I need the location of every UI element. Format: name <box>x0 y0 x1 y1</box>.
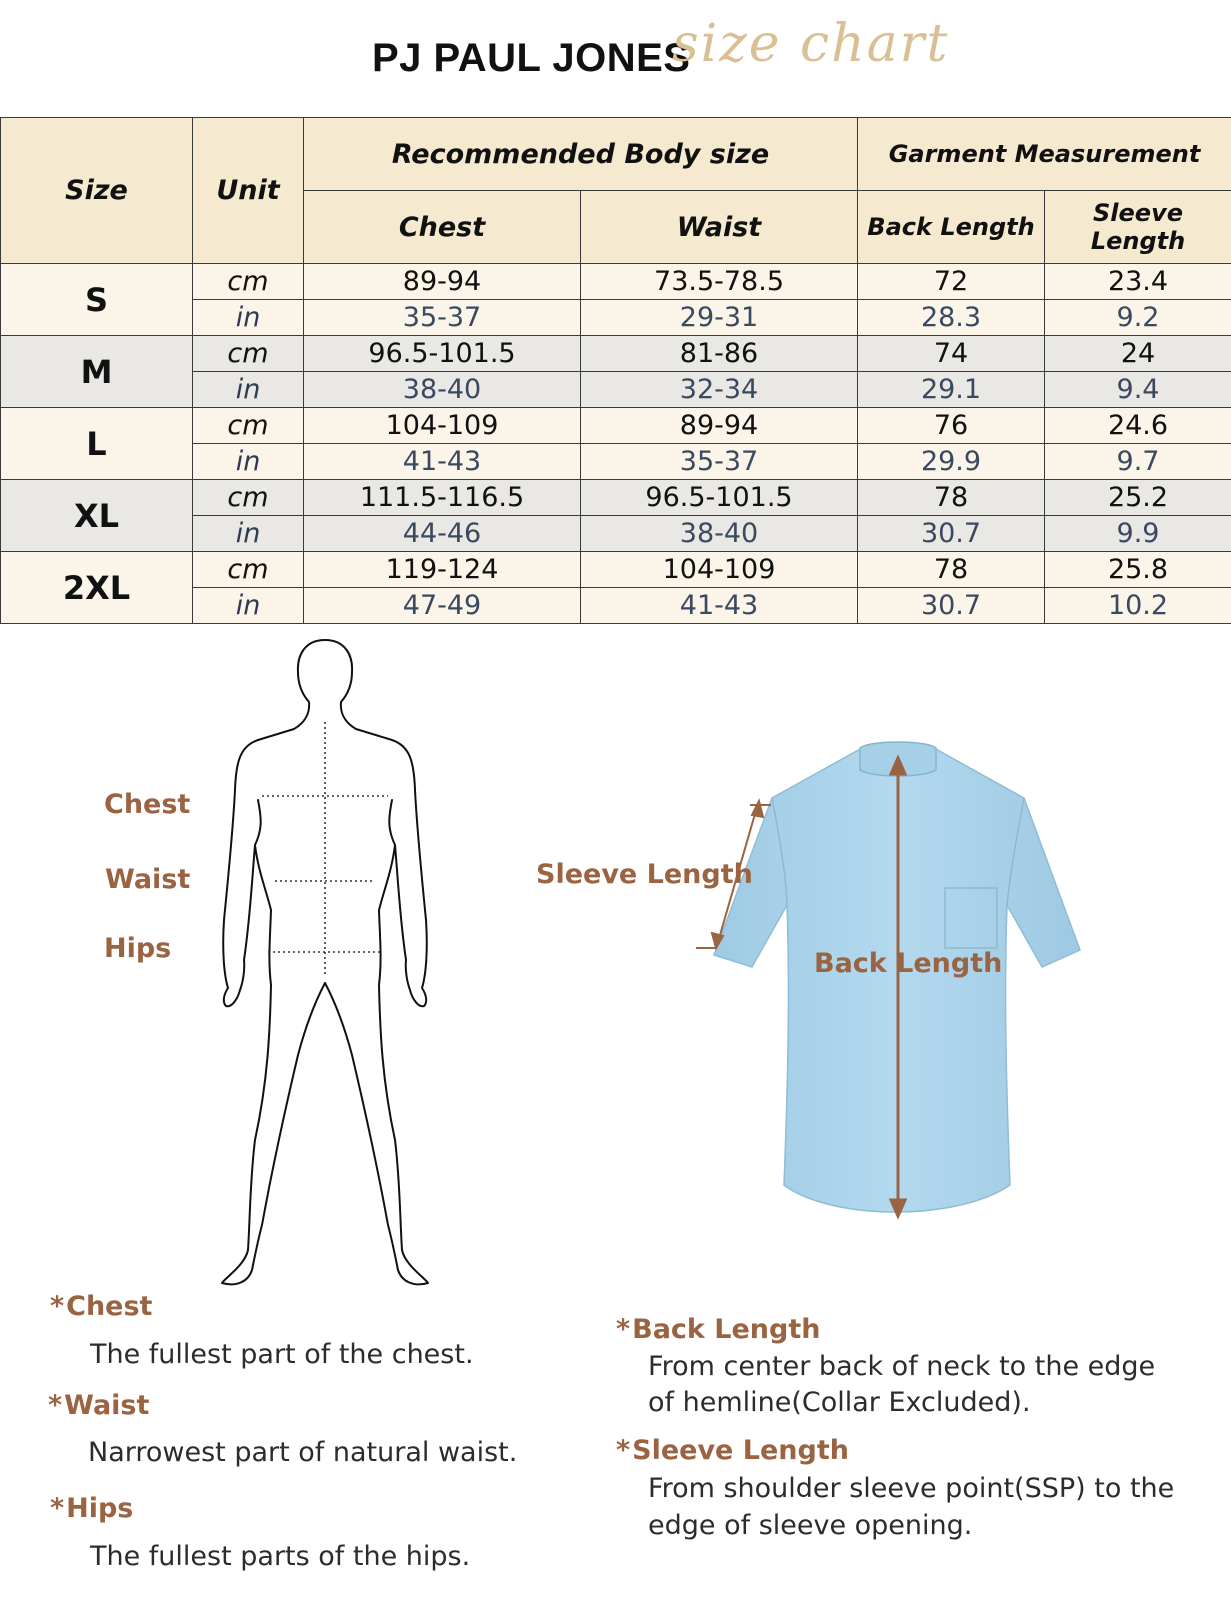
waist-cell: 81-86 <box>581 336 858 372</box>
sleeve-length-cell: 9.4 <box>1045 372 1231 408</box>
body-label-chest: Chest <box>104 789 191 820</box>
sleeve-length-cell: 23.4 <box>1045 264 1231 300</box>
waist-cell: 41-43 <box>581 588 858 624</box>
note-hips-text: The fullest parts of the hips. <box>90 1541 471 1572</box>
back-length-cell: 28.3 <box>858 300 1045 336</box>
table-row <box>1 480 1231 516</box>
waist-cell: 89-94 <box>581 408 858 444</box>
back-length-cell: 29.1 <box>858 372 1045 408</box>
unit-cell: cm <box>193 480 304 516</box>
chest-cell: 111.5-116.5 <box>304 480 581 516</box>
unit-cell: cm <box>193 552 304 588</box>
back-length-cell: 72 <box>858 264 1045 300</box>
waist-cell: 35-37 <box>581 444 858 480</box>
table-row <box>1 552 1231 588</box>
sleeve-length-cell: 9.7 <box>1045 444 1231 480</box>
star-icon: * <box>50 1493 65 1524</box>
note-sleeve-length-title: *Sleeve Length <box>616 1435 849 1466</box>
back-length-cell: 30.7 <box>858 588 1045 624</box>
chest-cell: 38-40 <box>304 372 581 408</box>
chest-cell: 89-94 <box>304 264 581 300</box>
unit-cell: in <box>193 372 304 408</box>
chest-cell: 119-124 <box>304 552 581 588</box>
shirt-label-back-length: Back Length <box>814 948 1003 979</box>
header-recommended-body-size: Recommended Body size <box>304 118 858 191</box>
shirt-figure <box>690 740 1090 1225</box>
size-table <box>0 117 1231 624</box>
note-sleeve-length-line2: edge of sleeve opening. <box>648 1510 973 1541</box>
unit-cell: cm <box>193 264 304 300</box>
star-icon: * <box>50 1291 65 1322</box>
size-chart-script-title: size chart <box>672 14 950 74</box>
sleeve-length-cell: 10.2 <box>1045 588 1231 624</box>
chest-cell: 41-43 <box>304 444 581 480</box>
header-sleeve-length: Sleeve Length <box>1045 191 1231 264</box>
chest-cell: 104-109 <box>304 408 581 444</box>
note-sleeve-length-line1: From shoulder sleeve point(SSP) to the <box>648 1473 1175 1504</box>
chest-cell: 47-49 <box>304 588 581 624</box>
body-label-waist: Waist <box>105 864 191 895</box>
unit-cell: in <box>193 444 304 480</box>
back-length-cell: 29.9 <box>858 444 1045 480</box>
chest-cell: 96.5-101.5 <box>304 336 581 372</box>
sleeve-length-cell: 24.6 <box>1045 408 1231 444</box>
star-icon: * <box>616 1435 631 1466</box>
chest-cell: 44-46 <box>304 516 581 552</box>
header-back-length: Back Length <box>858 191 1045 264</box>
note-waist-title: *Waist <box>48 1390 150 1421</box>
header-unit: Unit <box>193 118 304 264</box>
unit-cell: in <box>193 516 304 552</box>
header-size: Size <box>1 118 193 264</box>
unit-cell: in <box>193 588 304 624</box>
size-label: 2XL <box>1 552 193 624</box>
sleeve-length-cell: 24 <box>1045 336 1231 372</box>
note-back-length-line2: of hemline(Collar Excluded). <box>648 1387 1031 1418</box>
table-row <box>1 336 1231 372</box>
waist-cell: 32-34 <box>581 372 858 408</box>
chest-cell: 35-37 <box>304 300 581 336</box>
shirt-label-sleeve-length: Sleeve Length <box>536 859 753 890</box>
star-icon: * <box>616 1314 631 1345</box>
waist-cell: 73.5-78.5 <box>581 264 858 300</box>
back-length-cell: 76 <box>858 408 1045 444</box>
body-label-hips: Hips <box>104 933 172 964</box>
size-label: M <box>1 336 193 408</box>
sleeve-length-cell: 9.2 <box>1045 300 1231 336</box>
note-chest-title: *Chest <box>50 1291 153 1322</box>
note-waist-text: Narrowest part of natural waist. <box>88 1437 518 1468</box>
star-icon: * <box>48 1390 63 1421</box>
size-label: XL <box>1 480 193 552</box>
sleeve-length-cell: 25.2 <box>1045 480 1231 516</box>
back-length-cell: 30.7 <box>858 516 1045 552</box>
note-back-length-title: *Back Length <box>616 1314 821 1345</box>
waist-cell: 29-31 <box>581 300 858 336</box>
waist-cell: 38-40 <box>581 516 858 552</box>
body-outline-figure <box>215 630 430 1290</box>
brand-name: PJ PAUL JONES <box>372 36 691 80</box>
waist-cell: 96.5-101.5 <box>581 480 858 516</box>
note-back-length-line1: From center back of neck to the edge <box>648 1351 1156 1382</box>
size-label: L <box>1 408 193 480</box>
header-waist: Waist <box>581 191 858 264</box>
note-chest-text: The fullest part of the chest. <box>90 1339 474 1370</box>
back-length-cell: 78 <box>858 552 1045 588</box>
size-label: S <box>1 264 193 336</box>
table-row <box>1 408 1231 444</box>
back-length-cell: 74 <box>858 336 1045 372</box>
sleeve-length-cell: 25.8 <box>1045 552 1231 588</box>
table-row <box>1 264 1231 300</box>
unit-cell: in <box>193 300 304 336</box>
sleeve-length-cell: 9.9 <box>1045 516 1231 552</box>
unit-cell: cm <box>193 408 304 444</box>
waist-cell: 104-109 <box>581 552 858 588</box>
header-garment-measurement: Garment Measurement <box>858 118 1231 191</box>
back-length-cell: 78 <box>858 480 1045 516</box>
note-hips-title: *Hips <box>50 1493 134 1524</box>
header-chest: Chest <box>304 191 581 264</box>
unit-cell: cm <box>193 336 304 372</box>
